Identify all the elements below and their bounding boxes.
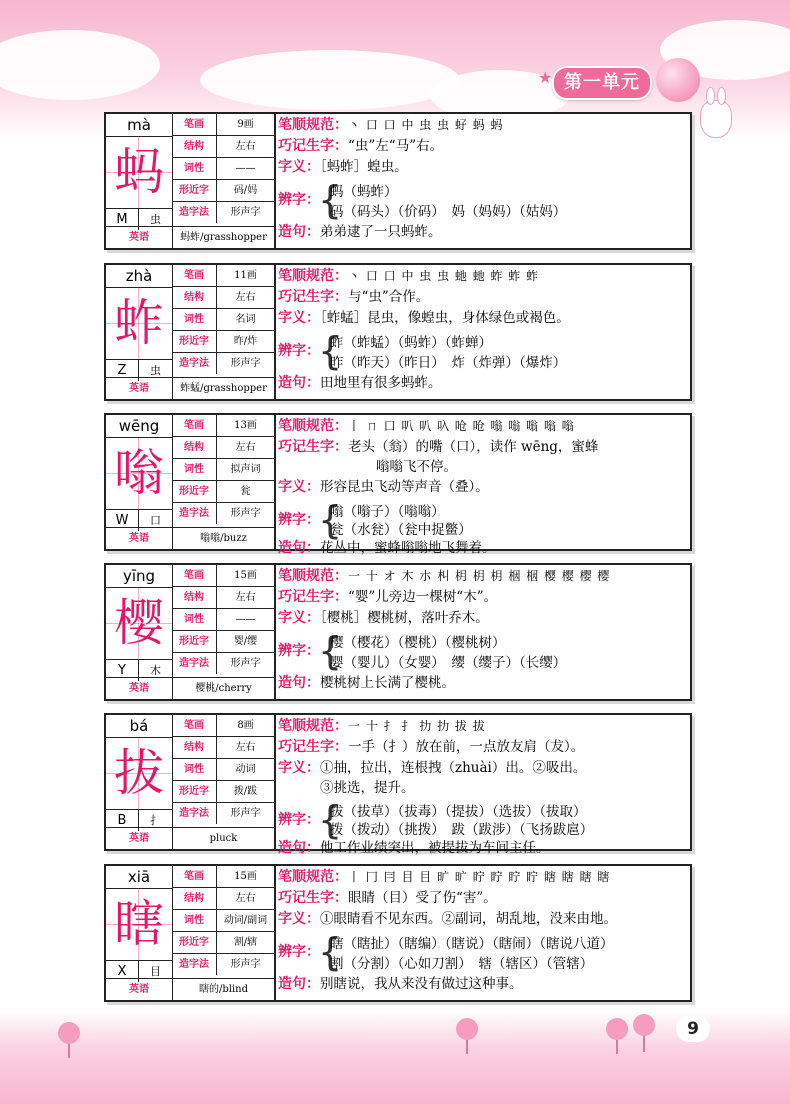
distinguish-line: 割（分割）（心如刀割） 辖（辖区）（管辖）	[330, 956, 594, 972]
distinguish-label: 辨字：	[278, 343, 320, 359]
meta-value: 瓮	[240, 486, 251, 497]
stroke-order-label: 笔顺规范：	[278, 869, 348, 885]
meta-key: 词性	[172, 759, 217, 780]
tip-label: 巧记生字：	[278, 138, 348, 154]
pinyin: mà	[106, 114, 173, 137]
meta-value: 名词	[235, 314, 256, 325]
char-detail-panel	[278, 566, 686, 694]
tip-line	[278, 888, 686, 909]
meta-key: 词性	[172, 158, 217, 179]
meaning-label: 字义：	[278, 911, 320, 927]
meta-value: 形声字	[230, 808, 261, 819]
meaning-label: 字义：	[278, 610, 320, 626]
meta-value: 左右	[235, 442, 256, 453]
meta-value: 11画	[234, 270, 257, 281]
meta-value: 形声字	[230, 358, 261, 369]
meta-key: 结构	[172, 888, 217, 909]
english-row	[106, 226, 274, 248]
meta-key: 结构	[172, 437, 217, 458]
tip-value: 老头（翁）的嘴（口），读作 wēng，蜜蜂	[348, 439, 599, 455]
char-card	[104, 112, 692, 250]
stroke-order-label: 笔顺规范：	[278, 718, 348, 734]
english-label: 英语	[106, 678, 173, 699]
tip-value: 嗡嗡飞不停。	[376, 459, 457, 475]
sentence-value: 花丛中，蜜蜂嗡嗡地飞舞着。	[320, 540, 496, 556]
distinguish-block	[278, 930, 686, 974]
english-value: 瞎的/blind	[198, 984, 248, 995]
meta-value: 8画	[237, 720, 254, 731]
index-letter: Z	[106, 360, 139, 381]
meaning-label: 字义：	[278, 310, 320, 326]
meta-row	[172, 565, 274, 587]
pinyin: yīng	[106, 565, 173, 588]
tip-label: 巧记生字：	[278, 739, 348, 755]
tip-line	[278, 587, 686, 608]
meta-key: 造字法	[172, 503, 217, 524]
sentence-line	[278, 974, 686, 995]
stroke-order-label: 笔顺规范：	[278, 568, 348, 584]
char-info-panel	[106, 565, 276, 699]
index-letter: X	[106, 961, 139, 982]
sentence-label: 造句：	[278, 224, 320, 240]
meta-key: 词性	[172, 910, 217, 931]
stroke-order-line	[278, 566, 686, 587]
meta-key: 形近字	[172, 331, 217, 352]
tip-value: 一手（扌）放在前，一点放友肩（犮）。	[348, 739, 585, 755]
sentence-line	[278, 373, 686, 394]
index-letter: M	[106, 209, 139, 230]
char-detail-panel	[278, 266, 686, 394]
meta-key: 形近字	[172, 481, 217, 502]
meta-row	[172, 287, 274, 309]
tip-label: 巧记生字：	[278, 890, 348, 906]
index-letter: B	[106, 810, 139, 831]
meta-row	[172, 587, 274, 609]
english-value: 蚂蚱/grasshopper	[180, 232, 267, 243]
char-info-panel	[106, 265, 276, 399]
meta-key: 笔画	[172, 565, 217, 586]
meaning-value: ［樱桃］樱桃树，落叶乔木。	[320, 610, 489, 626]
english-label: 英语	[106, 828, 173, 849]
meta-row	[172, 954, 274, 975]
radical: 木	[150, 664, 161, 677]
meta-row	[172, 866, 274, 888]
meta-value: 15画	[234, 570, 257, 581]
distinguish-line: 昨（昨天）（昨日） 炸（炸弹）（爆炸）	[330, 355, 567, 371]
tip-line-continued	[278, 457, 686, 477]
radical: 虫	[150, 213, 161, 226]
english-label: 英语	[106, 378, 173, 399]
meta-row	[172, 737, 274, 759]
sentence-line	[278, 673, 686, 694]
stroke-order-value: 一 十 オ 木 朩 朻 枂 枂 枂 栶 栶 樱 樱 樱 樱	[348, 569, 611, 583]
meaning-value: ①抽，拉出，连根拽（zhuài）出。②吸出。	[320, 760, 587, 776]
tip-line	[278, 136, 686, 157]
meta-key: 造字法	[172, 954, 217, 975]
char-card	[104, 864, 692, 1002]
meta-value: ——	[235, 163, 256, 174]
meaning-line	[278, 909, 686, 930]
english-row	[106, 377, 274, 399]
english-label: 英语	[106, 227, 173, 248]
distinguish-line: 蚱（蚱蜢）（蚂蚱）（蚱蝉）	[330, 335, 492, 351]
brace: {	[318, 629, 343, 673]
meta-key: 造字法	[172, 803, 217, 824]
meta-key: 笔画	[172, 866, 217, 887]
radical: 扌	[150, 814, 161, 827]
meta-row	[172, 653, 274, 674]
pinyin: bá	[106, 715, 173, 738]
distinguish-block	[278, 329, 686, 373]
meta-row	[172, 459, 274, 481]
meta-value: 左右	[235, 742, 256, 753]
distinguish-label: 辨字：	[278, 512, 320, 528]
sentence-value: 他工作业绩突出，被提拔为车间主任。	[320, 840, 550, 856]
distinguish-block	[278, 629, 686, 673]
meaning-line	[278, 758, 686, 778]
pinyin: xiā	[106, 866, 173, 889]
meta-key: 词性	[172, 309, 217, 330]
star-icon: ★	[538, 68, 553, 87]
radical: 目	[150, 965, 161, 978]
stroke-order-value: 丨 冂 冃 目 目 旷 旷 眝 眝 眝 眝 瞎 瞎 瞎 瞎	[348, 870, 611, 884]
meta-row	[172, 781, 274, 803]
sentence-label: 造句：	[278, 675, 320, 691]
sentence-label: 造句：	[278, 840, 320, 856]
meaning-value: 形容昆虫飞动等声音（叠）。	[320, 479, 489, 495]
tree-icon	[643, 1034, 645, 1052]
tip-value: 眼睛（目）受了伤“害”。	[348, 890, 497, 906]
brace: {	[318, 498, 343, 542]
pinyin: zhà	[106, 265, 173, 288]
meaning-label: 字义：	[278, 159, 320, 175]
char-info-panel	[106, 114, 276, 248]
distinguish-line: 拨（拨动）（挑拨） 跋（跋涉）（飞扬跋扈）	[330, 822, 594, 838]
distinguish-line: 婴（婴儿）（女婴） 缨（缨子）（长缨）	[330, 655, 567, 671]
stroke-order-line	[278, 716, 686, 737]
meta-key: 词性	[172, 609, 217, 630]
english-value: pluck	[209, 833, 238, 844]
meta-row	[172, 888, 274, 910]
meta-row	[172, 158, 274, 180]
meta-row	[172, 114, 274, 136]
english-row	[106, 978, 274, 1000]
sentence-value: 弟弟逮了一只蚂蚱。	[320, 224, 442, 240]
tip-line	[278, 287, 686, 308]
meta-value: 9画	[237, 119, 254, 130]
tip-line	[278, 737, 686, 758]
english-value: 嗡嗡/buzz	[200, 533, 247, 544]
tip-label: 巧记生字：	[278, 289, 348, 305]
stroke-order-line	[278, 867, 686, 888]
index-letter: Y	[106, 660, 139, 681]
meta-row	[172, 481, 274, 503]
meta-value: 形声字	[230, 508, 261, 519]
big-character: 蚂	[106, 136, 173, 208]
meta-row	[172, 202, 274, 223]
char-info-panel	[106, 415, 276, 549]
meta-value: 拟声词	[230, 464, 261, 475]
char-card	[104, 713, 692, 856]
distinguish-label: 辨字：	[278, 812, 320, 828]
meta-key: 结构	[172, 737, 217, 758]
tree-icon	[58, 1022, 80, 1044]
distinguish-line: 嗡（嗡子）（嗡嗡）	[330, 504, 445, 520]
sentence-label: 造句：	[278, 540, 320, 556]
distinguish-label: 辨字：	[278, 192, 320, 208]
meta-key: 笔画	[172, 715, 217, 736]
meta-row	[172, 932, 274, 954]
stroke-order-line	[278, 115, 686, 136]
distinguish-line: 蚂（蚂蚱）	[330, 184, 398, 200]
big-character: 蚱	[106, 287, 173, 359]
meta-key: 结构	[172, 136, 217, 157]
distinguish-line: 瓮（水瓮）（瓮中捉鳖）	[330, 522, 472, 538]
page-number: 9	[676, 1016, 710, 1042]
english-value: 樱桃/cherry	[195, 683, 252, 694]
meta-key: 笔画	[172, 415, 217, 436]
char-detail-panel	[278, 867, 686, 995]
meta-key: 造字法	[172, 202, 217, 223]
unit-badge: 第一单元	[552, 66, 652, 100]
meta-value: 动词	[235, 764, 256, 775]
stroke-order-label: 笔顺规范：	[278, 117, 348, 133]
meta-key: 形近字	[172, 932, 217, 953]
sentence-label: 造句：	[278, 375, 320, 391]
meaning-value: ［蚱蜢］昆虫，像蝗虫，身体绿色或褐色。	[320, 310, 570, 326]
meta-value: 形声字	[230, 658, 261, 669]
meta-row	[172, 437, 274, 459]
stroke-order-line	[278, 266, 686, 287]
distinguish-line: 瞎（瞎扯）（瞎编）（瞎说）（瞎闹）（瞎说八道）	[330, 936, 614, 952]
tip-line	[278, 437, 686, 457]
meta-row	[172, 503, 274, 524]
radical: 虫	[150, 364, 161, 377]
cloud-decoration	[200, 50, 460, 110]
meta-value: 左右	[235, 893, 256, 904]
meta-key: 结构	[172, 287, 217, 308]
english-row	[106, 677, 274, 699]
radical: 口	[150, 514, 161, 527]
pinyin: wēng	[106, 415, 173, 438]
meta-value: 左右	[235, 141, 256, 152]
meta-value: 左右	[235, 592, 256, 603]
char-card	[104, 263, 692, 401]
english-row	[106, 527, 274, 549]
english-value: 蚱蜢/grasshopper	[180, 383, 267, 394]
bunny-icon	[700, 100, 732, 138]
meaning-line	[278, 157, 686, 178]
index-letter: W	[106, 510, 139, 531]
meta-value: 13画	[234, 420, 257, 431]
tip-value: “虫”左“马”右。	[348, 138, 444, 154]
meaning-line-continued	[278, 778, 686, 798]
sentence-value: 田地里有很多蚂蚱。	[320, 375, 442, 391]
big-character: 嗡	[106, 437, 173, 509]
meta-row	[172, 759, 274, 781]
distinguish-block	[278, 178, 686, 222]
stroke-order-label: 笔顺规范：	[278, 268, 348, 284]
brace: {	[318, 329, 343, 373]
meaning-line	[278, 608, 686, 629]
meta-key: 形近字	[172, 781, 217, 802]
meta-key: 形近字	[172, 631, 217, 652]
meta-value: 15画	[234, 871, 257, 882]
distinguish-label: 辨字：	[278, 944, 320, 960]
tip-label: 巧记生字：	[278, 589, 348, 605]
meta-row	[172, 180, 274, 202]
meta-key: 造字法	[172, 353, 217, 374]
meta-row	[172, 609, 274, 631]
distinguish-block	[278, 798, 686, 842]
meaning-label: 字义：	[278, 760, 320, 776]
distinguish-line: 码（码头）（价码） 妈（妈妈）（姑妈）	[330, 204, 567, 220]
char-detail-panel	[278, 416, 686, 559]
meta-row	[172, 415, 274, 437]
balloon-icon	[656, 58, 700, 102]
char-info-panel	[106, 866, 276, 1000]
tree-icon	[606, 1018, 628, 1040]
english-label: 英语	[106, 979, 173, 1000]
meta-value: 动词/副词	[223, 915, 268, 926]
meta-key: 笔画	[172, 265, 217, 286]
meta-row	[172, 136, 274, 158]
brace: {	[318, 178, 343, 222]
stroke-order-label: 笔顺规范：	[278, 418, 348, 434]
meta-value: 割/辖	[233, 937, 258, 948]
sentence-label: 造句：	[278, 976, 320, 992]
meta-row	[172, 309, 274, 331]
tree-icon	[456, 1018, 478, 1040]
sentence-value: 别瞎说，我从来没有做过这种事。	[320, 976, 523, 992]
meta-key: 形近字	[172, 180, 217, 201]
meta-row	[172, 265, 274, 287]
big-character: 樱	[106, 587, 173, 659]
meaning-value: ①眼睛看不见东西。②副词，胡乱地，没来由地。	[320, 911, 617, 927]
meta-key: 结构	[172, 587, 217, 608]
distinguish-block	[278, 498, 686, 542]
meta-key: 造字法	[172, 653, 217, 674]
meta-value: 拨/跋	[233, 786, 258, 797]
stroke-order-line	[278, 416, 686, 437]
char-detail-panel	[278, 716, 686, 859]
char-info-panel	[106, 715, 276, 849]
meaning-line	[278, 308, 686, 329]
distinguish-line: 拔（拔草）（拔毒）（提拔）（选拔）（拔取）	[330, 804, 587, 820]
char-detail-panel	[278, 115, 686, 243]
meta-value: 婴/缨	[233, 636, 258, 647]
distinguish-line: 樱（樱花）（樱桃）（樱桃树）	[330, 635, 506, 651]
meaning-line	[278, 477, 686, 498]
tip-label: 巧记生字：	[278, 439, 348, 455]
char-card	[104, 413, 692, 556]
meaning-value: ［蚂蚱］蝗虫。	[320, 159, 408, 175]
stroke-order-value: 丶 口 口 中 虫 虫 虵 虵 蚱 蚱 蚱	[348, 269, 540, 283]
sentence-value: 樱桃树上长满了樱桃。	[320, 675, 455, 691]
tip-value: “婴”儿旁边一棵树“木”。	[348, 589, 498, 605]
meta-value: 左右	[235, 292, 256, 303]
stroke-order-value: 一 十 扌 扌 扐 扐 拔 拔	[348, 719, 486, 733]
sentence-line	[278, 222, 686, 243]
meta-row	[172, 631, 274, 653]
english-row	[106, 827, 274, 849]
meta-row	[172, 353, 274, 374]
meta-row	[172, 910, 274, 932]
english-label: 英语	[106, 528, 173, 549]
meta-value: 昨/炸	[233, 336, 258, 347]
tree-icon	[633, 1014, 655, 1036]
meaning-value: ③挑选，提升。	[320, 780, 415, 796]
meta-row	[172, 803, 274, 824]
stroke-order-value: 丨 ㄇ 口 叭 叭 叺 呛 呛 嗡 嗡 嗡 嗡 嗡	[348, 419, 575, 433]
brace: {	[318, 930, 343, 974]
big-character: 瞎	[106, 888, 173, 960]
meta-value: ——	[235, 614, 256, 625]
tip-value: 与“虫”合作。	[348, 289, 430, 305]
meaning-label: 字义：	[278, 479, 320, 495]
meta-row	[172, 715, 274, 737]
stroke-order-value: 丶 口 口 中 虫 虫 虸 蚂 蚂	[348, 118, 504, 132]
char-card	[104, 563, 692, 701]
big-character: 拔	[106, 737, 173, 809]
meta-key: 笔画	[172, 114, 217, 135]
meta-value: 形声字	[230, 959, 261, 970]
bottom-background	[0, 1010, 790, 1104]
meta-value: 形声字	[230, 207, 261, 218]
brace: {	[318, 798, 343, 842]
meta-row	[172, 331, 274, 353]
meta-key: 词性	[172, 459, 217, 480]
meta-value: 码/妈	[233, 185, 258, 196]
distinguish-label: 辨字：	[278, 643, 320, 659]
